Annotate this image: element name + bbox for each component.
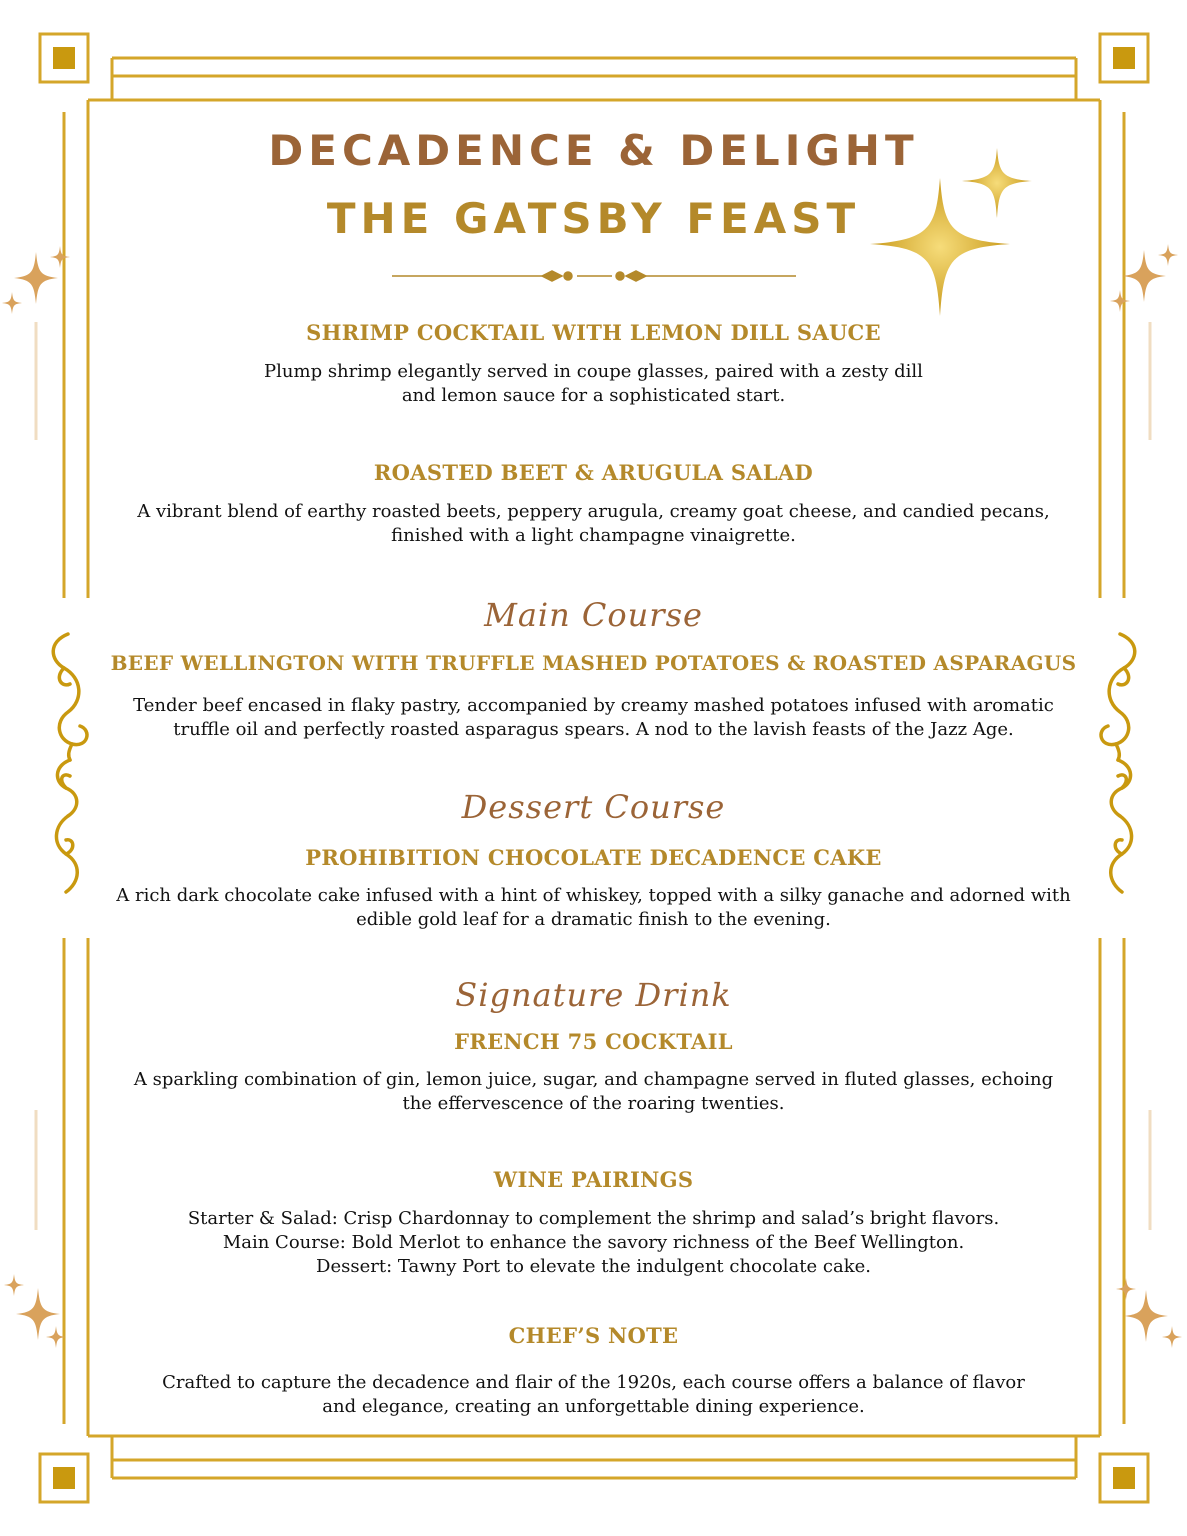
wine-pairings-list: Starter & Salad: Crisp Chardonnay to complement the shrimp and salad’s bright flavors. Main Course: Bold Merlot to enhance the savory richness of the Beef Wellington. Dessert: Tawny Port to elevate the indulgent chocolate cake. [187,1208,1000,1277]
dish-title-chocolate-cake: PROHIBITION CHOCOLATE DECADENCE CAKE [305,845,882,870]
dish-description-beef-wellington: Tender beef encased in flaky pastry, accompanied by creamy mashed potatoes infused with aromatic truffle oil and perfectly roasted asparagus spears. A nod to the lavish feasts of the Jazz Age. [133,695,1054,740]
dish-title-salad: ROASTED BEET & ARUGULA SALAD [373,460,814,485]
dish-title-shrimp: SHRIMP COCKTAIL WITH LEMON DILL SAUCE [306,320,881,345]
wine-pairings-title: WINE PAIRINGS [493,1167,694,1192]
chefs-note-text: Crafted to capture the decadence and flair of the 1920s, each course offers a balance of flavor and elegance, creating an unforgettable dining experience. [162,1372,1025,1417]
drink-description-french-75: A sparkling combination of gin, lemon juice, sugar, and champagne served in fluted glasses, echoing the effervescence of the roaring twenties. [133,1069,1054,1114]
section-label-main-course: Main Course [484,596,703,634]
section-label-signature-drink: Signature Drink [455,976,732,1014]
sparkle-cluster-icon [1108,244,1184,320]
drink-title-french-75: FRENCH 75 COCKTAIL [454,1029,733,1054]
section-label-dessert: Dessert Course [461,788,726,826]
menu-subtitle: THE GATSBY FEAST [326,194,861,243]
dish-description-salad: A vibrant blend of earthy roasted beets, peppery arugula, creamy goat cheese, and candied pecans, finished with a light champagne vinaigrette. [137,501,1050,546]
sparkle-cluster-icon [0,246,76,322]
menu-title: DECADENCE & DELIGHT [268,126,919,175]
dish-description-chocolate-cake: A rich dark chocolate cake infused with a hint of whiskey, topped with a silky ganache and adorned with edible gold leaf for a dramatic finish to the evening. [116,885,1071,930]
chefs-note-title: CHEF’S NOTE [508,1323,679,1348]
dish-title-beef-wellington: BEEF WELLINGTON WITH TRUFFLE MASHED POTATOES & ROASTED ASPARAGUS [110,651,1077,675]
divider-ornament-icon [392,266,796,286]
dish-description-shrimp: Plump shrimp elegantly served in coupe glasses, paired with a zesty dill and lemon sauce for a sophisticated start. [264,361,923,406]
